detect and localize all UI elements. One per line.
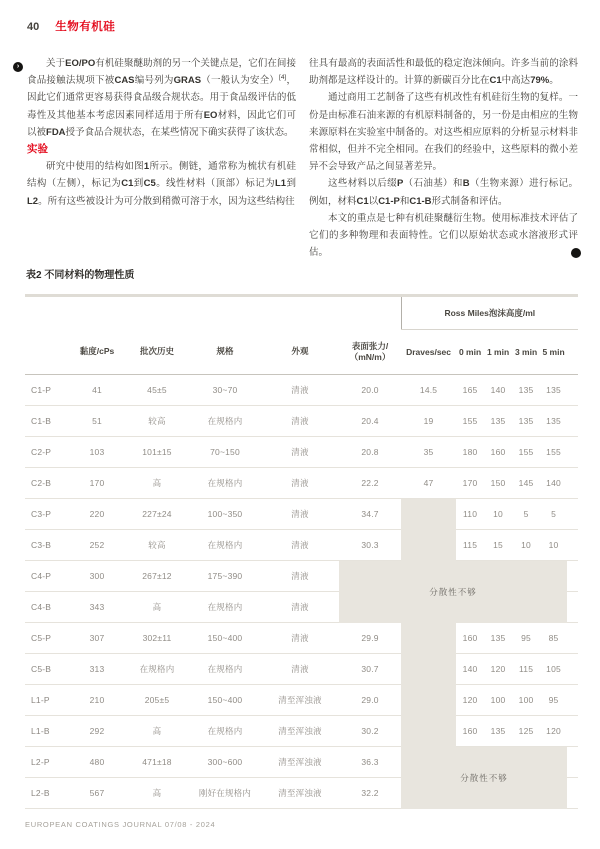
material-cell: C2-B xyxy=(25,468,69,499)
table-cell: 10 xyxy=(484,499,512,530)
table-cell: 较高 xyxy=(125,530,189,561)
table-cell: 在规格内 xyxy=(189,592,261,623)
material-cell: C5-B xyxy=(25,654,69,685)
table-cell: 155 xyxy=(456,406,484,437)
table-cell: 252 xyxy=(69,530,125,561)
group-header-row xyxy=(25,296,578,330)
paragraph xyxy=(27,158,296,210)
table-cell: 471±18 xyxy=(125,747,189,778)
column-header xyxy=(567,330,578,375)
table-cell: 135 xyxy=(484,623,512,654)
table-row xyxy=(25,468,578,499)
table-cell: 在规格内 xyxy=(189,530,261,561)
column-header: 黏度/cPs xyxy=(69,330,125,375)
table-cell: 302±11 xyxy=(125,623,189,654)
table-cell: 300 xyxy=(69,561,125,592)
padding-cell xyxy=(567,530,578,561)
table-cell: 高 xyxy=(125,592,189,623)
table-cell: 高 xyxy=(125,778,189,809)
paragraph xyxy=(309,210,593,262)
table-cell: 47 xyxy=(401,468,456,499)
table-cell: 135 xyxy=(484,406,512,437)
table-cell: 155 xyxy=(540,437,567,468)
material-cell: C3-P xyxy=(25,499,69,530)
table-cell: 343 xyxy=(69,592,125,623)
paragraph-text: 通过商用工艺制备了这些有机改性有机硅衍生物的复样。一份是由标准石油来源的有机原料制备的，另一份是由相应的生物来源原料在实验室中制备的。对这些相应原料的分析显示材料非常相似，但并不完全相同。在我们的经验中，这些原料的微小差异不会导致产品之间显著差异。 xyxy=(309,92,578,173)
table-cell: 36.3 xyxy=(339,747,401,778)
table-cell: 清至浑浊液 xyxy=(261,716,339,747)
table-row xyxy=(25,716,578,747)
table-cell: 41 xyxy=(69,375,125,406)
table-cell: 120 xyxy=(540,716,567,747)
table-cell: 高 xyxy=(125,468,189,499)
padding-cell xyxy=(567,499,578,530)
table-cell: 135 xyxy=(540,406,567,437)
table-cell: 480 xyxy=(69,747,125,778)
table-cell: 清液 xyxy=(261,561,339,592)
table-cell: 19 xyxy=(401,406,456,437)
padding-cell xyxy=(567,747,578,778)
table-cell: 145 xyxy=(512,468,540,499)
reference-marker: [4] xyxy=(279,74,287,82)
table-cell: 567 xyxy=(69,778,125,809)
table-row xyxy=(25,654,578,685)
table-cell: 5 xyxy=(540,499,567,530)
table-cell: 清液 xyxy=(261,406,339,437)
table-cell: 313 xyxy=(69,654,125,685)
material-cell: L2-B xyxy=(25,778,69,809)
paragraph-text: 研究中使用的结构如图1所示。侧链，通常称为梳状有机硅结构（左侧），标记为C1到C5。线性材料（顶部）标记为L1到L2。所有这些被设计为可分散到稍微可溶于水，因为这些结构往 xyxy=(27,161,296,207)
padding-cell xyxy=(567,592,578,623)
table-row xyxy=(25,561,578,592)
table-cell: 10 xyxy=(540,530,567,561)
experiment-heading: 实验 xyxy=(27,143,48,156)
table-cell: 较高 xyxy=(125,406,189,437)
article-column-left xyxy=(27,55,296,261)
paragraph xyxy=(309,89,578,175)
table-cell: 267±12 xyxy=(125,561,189,592)
table-cell: 45±5 xyxy=(125,375,189,406)
table-cell: 150 xyxy=(484,468,512,499)
column-header: 外观 xyxy=(261,330,339,375)
table-cell: 160 xyxy=(456,623,484,654)
table-section xyxy=(25,266,578,809)
page-header xyxy=(27,18,115,34)
table-cell: 29.9 xyxy=(339,623,401,654)
table-cell xyxy=(401,716,456,747)
table-cell: 100~350 xyxy=(189,499,261,530)
table-cell: 30~70 xyxy=(189,375,261,406)
table-cell: 125 xyxy=(512,716,540,747)
material-cell: C4-B xyxy=(25,592,69,623)
column-header: 表面张力/ （mN/m） xyxy=(339,330,401,375)
table-cell: 105 xyxy=(540,654,567,685)
table-cell: 220 xyxy=(69,499,125,530)
table-cell: 在规格内 xyxy=(189,654,261,685)
table-cell: 15 xyxy=(484,530,512,561)
material-cell: C5-P xyxy=(25,623,69,654)
column-header-row xyxy=(25,330,578,375)
dispersibility-note-cell: 分散性不够 xyxy=(339,561,567,623)
table-cell: 210 xyxy=(69,685,125,716)
material-cell: C3-B xyxy=(25,530,69,561)
table-cell: 155 xyxy=(512,437,540,468)
table-cell: 清至浑浊液 xyxy=(261,778,339,809)
table-cell: 307 xyxy=(69,623,125,654)
table-cell: 清液 xyxy=(261,437,339,468)
table-cell: 清至浑浊液 xyxy=(261,685,339,716)
table-cell: 150~400 xyxy=(189,623,261,654)
table-cell xyxy=(401,654,456,685)
table-cell: 35 xyxy=(401,437,456,468)
table-cell: 135 xyxy=(484,716,512,747)
article-column-right xyxy=(309,55,593,261)
table-cell: 清液 xyxy=(261,468,339,499)
table-cell: 30.2 xyxy=(339,716,401,747)
table-cell: 95 xyxy=(512,623,540,654)
table-cell: 高 xyxy=(125,716,189,747)
paragraph xyxy=(309,55,578,89)
section-title: 生物有机硅 xyxy=(55,21,116,33)
table-cell: 165 xyxy=(456,375,484,406)
table-row xyxy=(25,685,578,716)
table-cell xyxy=(401,499,456,530)
table-cell: 292 xyxy=(69,716,125,747)
table-cell: 在规格内 xyxy=(189,406,261,437)
table-cell: 205±5 xyxy=(125,685,189,716)
table-cell: 180 xyxy=(456,437,484,468)
table-cell: 115 xyxy=(456,530,484,561)
table-row xyxy=(25,623,578,654)
paragraph-text: 这些材料以后缀P（石油基）和B（生物来源）进行标记。例如，材料C1以C1-P和C1-B形式制备和评估。 xyxy=(309,178,578,207)
table-cell: 85 xyxy=(540,623,567,654)
table-cell: 51 xyxy=(69,406,125,437)
table-cell: 清至浑浊液 xyxy=(261,747,339,778)
table-cell: 227±24 xyxy=(125,499,189,530)
table-cell: 在规格内 xyxy=(189,468,261,499)
table-cell: 100 xyxy=(512,685,540,716)
padding-cell xyxy=(567,716,578,747)
table-cell: 22.2 xyxy=(339,468,401,499)
column-header: 3 min xyxy=(512,330,540,375)
column-header: Draves/sec xyxy=(401,330,456,375)
padding-cell xyxy=(567,778,578,809)
material-cell: C1-B xyxy=(25,406,69,437)
table-cell: 34.7 xyxy=(339,499,401,530)
table-cell: 20.4 xyxy=(339,406,401,437)
table-cell: 170 xyxy=(456,468,484,499)
table-cell: 140 xyxy=(456,654,484,685)
table-cell: 20.8 xyxy=(339,437,401,468)
table-title: 表2 不同材料的物理性质 xyxy=(26,270,135,281)
table-cell: 刚好在规格内 xyxy=(189,778,261,809)
table-cell: 10 xyxy=(512,530,540,561)
table-cell: 清液 xyxy=(261,623,339,654)
table-cell: 175~390 xyxy=(189,561,261,592)
continued-to-icon: › xyxy=(571,248,581,258)
column-header: 批次历史 xyxy=(125,330,189,375)
table-cell: 100 xyxy=(484,685,512,716)
material-cell: C4-P xyxy=(25,561,69,592)
paragraph xyxy=(27,55,296,141)
table-cell: 29.0 xyxy=(339,685,401,716)
table-cell: 5 xyxy=(512,499,540,530)
material-cell: L1-P xyxy=(25,685,69,716)
paragraph-text: ，因此它们通常更容易获得食品级合规状态。用于食品级评估的低毒性及其他基本考虑因素同样适用于所有EO材料，因此它们可以被FDA授予食品合规状态，在某些情况下确实获得了该状态。 xyxy=(27,75,296,138)
padding-cell xyxy=(567,406,578,437)
padding-cell xyxy=(567,561,578,592)
padding-cell xyxy=(567,437,578,468)
dispersibility-note-cell: 分散性不够 xyxy=(401,747,567,809)
paragraph-text: 本文的重点是七种有机硅聚醚衍生物。使用标准技术评估了它们的多种物理和表面特性。它们以原始状态或水溶液形式评估。 xyxy=(309,212,578,259)
table-cell: 300~600 xyxy=(189,747,261,778)
table-cell: 160 xyxy=(484,437,512,468)
table-cell: 95 xyxy=(540,685,567,716)
table-cell: 120 xyxy=(484,654,512,685)
table-row xyxy=(25,530,578,561)
journal-footer: EUROPEAN COATINGS JOURNAL 07/08 - 2024 xyxy=(25,820,216,829)
group-header-ross-miles: Ross Miles泡沫高度/ml xyxy=(401,296,578,330)
table-cell: 在规格内 xyxy=(189,716,261,747)
table-cell: 110 xyxy=(456,499,484,530)
padding-cell xyxy=(567,375,578,406)
paragraph-text: 往具有最高的表面活性和最低的稳定泡沫倾向。许多当前的涂料助剂都是这样设计的。计算的新碳百分比在C1中高达79%。 xyxy=(309,58,578,87)
material-cell: L2-P xyxy=(25,747,69,778)
table-cell: 150~400 xyxy=(189,685,261,716)
column-header: 1 min xyxy=(484,330,512,375)
material-cell: C2-P xyxy=(25,437,69,468)
paragraph-text: 关于EO/PO有机硅聚醚助剂的另一个关键点是，它们在间接食品接触法规项下被CAS编号列为GRAS（一般认为安全） xyxy=(27,58,296,87)
properties-table xyxy=(25,294,578,809)
column-header: 0 min xyxy=(456,330,484,375)
table-cell: 70~150 xyxy=(189,437,261,468)
material-cell: C1-P xyxy=(25,375,69,406)
table-cell: 20.0 xyxy=(339,375,401,406)
table-cell: 101±15 xyxy=(125,437,189,468)
table-cell: 135 xyxy=(512,406,540,437)
table-cell: 32.2 xyxy=(339,778,401,809)
table-cell: 14.5 xyxy=(401,375,456,406)
table-cell xyxy=(401,685,456,716)
column-header xyxy=(25,330,69,375)
material-cell: L1-B xyxy=(25,716,69,747)
table-cell: 115 xyxy=(512,654,540,685)
table-cell: 清液 xyxy=(261,654,339,685)
table-cell: 30.7 xyxy=(339,654,401,685)
table-cell: 清液 xyxy=(261,375,339,406)
table-cell: 103 xyxy=(69,437,125,468)
paragraph xyxy=(309,175,578,209)
table-cell: 160 xyxy=(456,716,484,747)
table-cell: 140 xyxy=(484,375,512,406)
column-header: 5 min xyxy=(540,330,567,375)
table-cell xyxy=(401,530,456,561)
table-row xyxy=(25,747,578,778)
padding-cell xyxy=(567,623,578,654)
group-header-empty xyxy=(25,296,401,330)
table-cell: 在规格内 xyxy=(125,654,189,685)
table-cell: 120 xyxy=(456,685,484,716)
table-cell: 清液 xyxy=(261,530,339,561)
padding-cell xyxy=(567,468,578,499)
table-row xyxy=(25,375,578,406)
column-header: 规格 xyxy=(189,330,261,375)
table-row xyxy=(25,437,578,468)
padding-cell xyxy=(567,685,578,716)
table-cell: 清液 xyxy=(261,592,339,623)
table-cell: 30.3 xyxy=(339,530,401,561)
table-cell: 140 xyxy=(540,468,567,499)
article-body xyxy=(27,55,593,261)
padding-cell xyxy=(567,654,578,685)
table-cell xyxy=(401,623,456,654)
table-row xyxy=(25,406,578,437)
continued-from-icon: › xyxy=(13,62,23,72)
table-cell: 135 xyxy=(540,375,567,406)
table-row xyxy=(25,499,578,530)
page-number: 40 xyxy=(27,21,40,33)
table-cell: 170 xyxy=(69,468,125,499)
table-cell: 135 xyxy=(512,375,540,406)
table-cell: 清液 xyxy=(261,499,339,530)
